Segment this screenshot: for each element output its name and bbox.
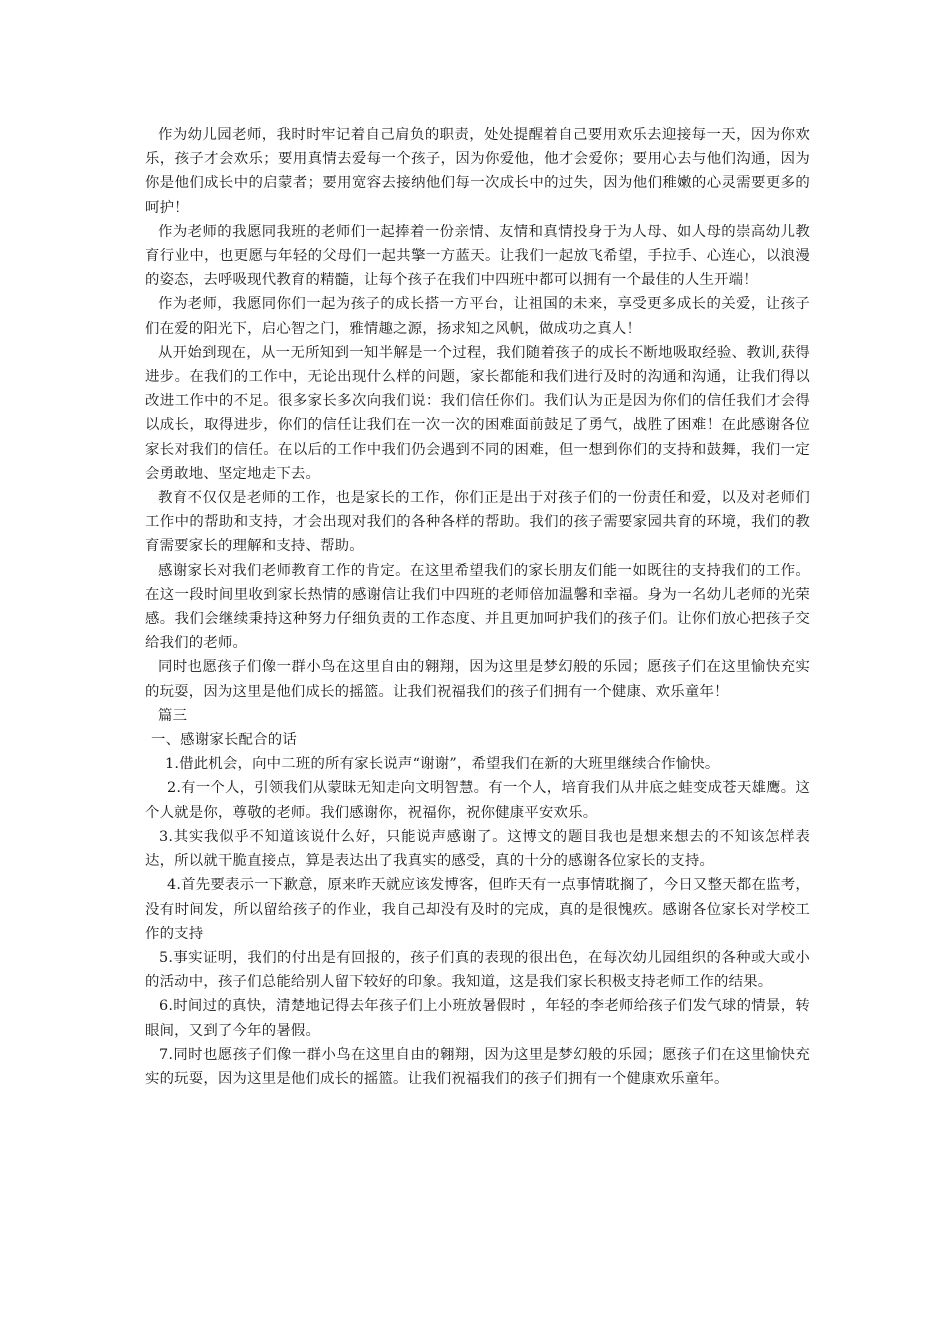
list-item-7: 7.同时也愿孩子们像一群小鸟在这里自由的翱翔，因为这里是梦幻般的乐园；愿孩子们在这里愉快充实的玩耍，因为这里是他们成长的摇篮。让我们祝福我们的孩子们拥有一个健康欢乐童年。 (145, 1046, 810, 1087)
paragraph-5: 教育不仅仅是老师的工作，也是家长的工作，你们正是出于对孩子们的一份责任和爱，以及对老师们工作中的帮助和支持，才会出现对我们的各种各样的帮助。我们的孩子需要家园共育的环境，我们的教育需要家长的理解和支持、帮助。 (145, 490, 810, 555)
document-body (145, 123, 810, 1091)
paragraph-6: 感谢家长对我们老师教育工作的肯定。在这里希望我们的家长朋友们能一如既往的支持我们的工作。在这一段时间里收到家长热情的感谢信让我们中四班的老师倍加温馨和幸福。身为一名幼儿老师的光荣感。我们会继续秉持这种努力仔细负责的工作态度、并且更加呵护我们的孩子们。让你们放心把孩子交给我们的老师。 (145, 562, 810, 652)
list-item-5: 5.事实证明，我们的付出是有回报的，孩子们真的表现的很出色，在每次幼儿园组织的各种或大或小的活动中，孩子们总能给别人留下较好的印象。我知道，这是我们家长积极支持老师工作的结果。 (145, 949, 810, 991)
list-item-3: 3.其实我似乎不知道该说什么好，只能说声感谢了。这博文的题目我也是想来想去的不知该怎样表达，所以就干脆直接点，算是表达出了我真实的感受，真的十分的感谢各位家长的支持。 (145, 828, 810, 870)
paragraph-2: 作为老师的我愿同我班的老师们一起捧着一份亲情、友情和真情投身于为人母、如人母的崇高幼儿教育行业中，也更愿与年轻的父母们一起共擎一方蓝天。让我们一起放飞希望，手拉手、心连心，以浪漫的姿态，去呼吸现代教育的精髓，让每个孩子在我们中四班中都可以拥有一个最佳的人生开端！ (145, 223, 810, 289)
list-item-6: 6.时间过的真快，清楚地记得去年孩子们上小班放暑假时 ，年轻的李老师给孩子们发气球的情景，转眼间，又到了今年的暑假。 (145, 998, 810, 1039)
list-item-2: 2.有一个人，引领我们从蒙昧无知走向文明智慧。有一个人，培育我们从井底之蛙变成苍天雄鹰。这个人就是你，尊敬的老师。我们感谢你，祝福你，祝你健康平安欢乐。 (145, 780, 810, 821)
paragraph-7: 同时也愿孩子们像一群小鸟在这里自由的翱翔，因为这里是梦幻般的乐园；愿孩子们在这里愉快充实的玩耍，因为这里是他们成长的摇篮。让我们祝福我们的孩子们拥有一个健康、欢乐童年！ (145, 659, 810, 700)
paragraph-3: 作为老师，我愿同你们一起为孩子的成长搭一方平台，让祖国的未来，享受更多成长的关爱，让孩子们在爱的阳光下，启心智之门，雅情趣之源，扬求知之风帆，做成功之真人！ (145, 296, 810, 337)
subsection-title: 一、感谢家长配合的话 (151, 732, 297, 749)
paragraph-1: 作为幼儿园老师，我时时牢记着自己肩负的职责，处处提醒着自己要用欢乐去迎接每一天，因为你欢乐，孩子才会欢乐；要用真情去爱每一个孩子，因为你爱他，他才会爱你；要用心去与他们沟通，因为你是他们成长中的启蒙者；要用宽容去接纳他们每一次成长中的过失，因为他们稚嫩的心灵需要更多的呵护！ (145, 127, 810, 216)
paragraph-4: 从开始到现在，从一无所知到一知半解是一个过程，我们随着孩子的成长不断地吸取经验、教训,获得进步。在我们的工作中，无论出现什么样的问题，家长都能和我们进行及时的沟通和沟通，让我们得以改进工作中的不足。很多家长多次向我们说：我们信任你们。我们认为正是因为你们的信任我们才会得以成长，取得进步，你们的信任让我们在一次一次的困难面前鼓足了勇气，战胜了困难！在此感谢各位家长对我们的信任。在以后的工作中我们仍会遇到不同的困难，但一想到你们的支持和鼓舞，我们一定会勇敢地、坚定地走下去。 (145, 344, 810, 482)
section-title: 篇三 (158, 707, 188, 724)
list-item-1: 1.借此机会，向中二班的所有家长说声“谢谢”，希望我们在新的大班里继续合作愉快。 (165, 756, 720, 773)
list-item-4: 4.首先要表示一下歉意，原来昨天就应该发博客，但昨天有一点事情耽搁了，今日又整天都在监考，没有时间发，所以留给孩子的作业，我自己却没有及时的完成，真的是很愧疚。感谢各位家长对学校工作的支持 (145, 877, 810, 942)
